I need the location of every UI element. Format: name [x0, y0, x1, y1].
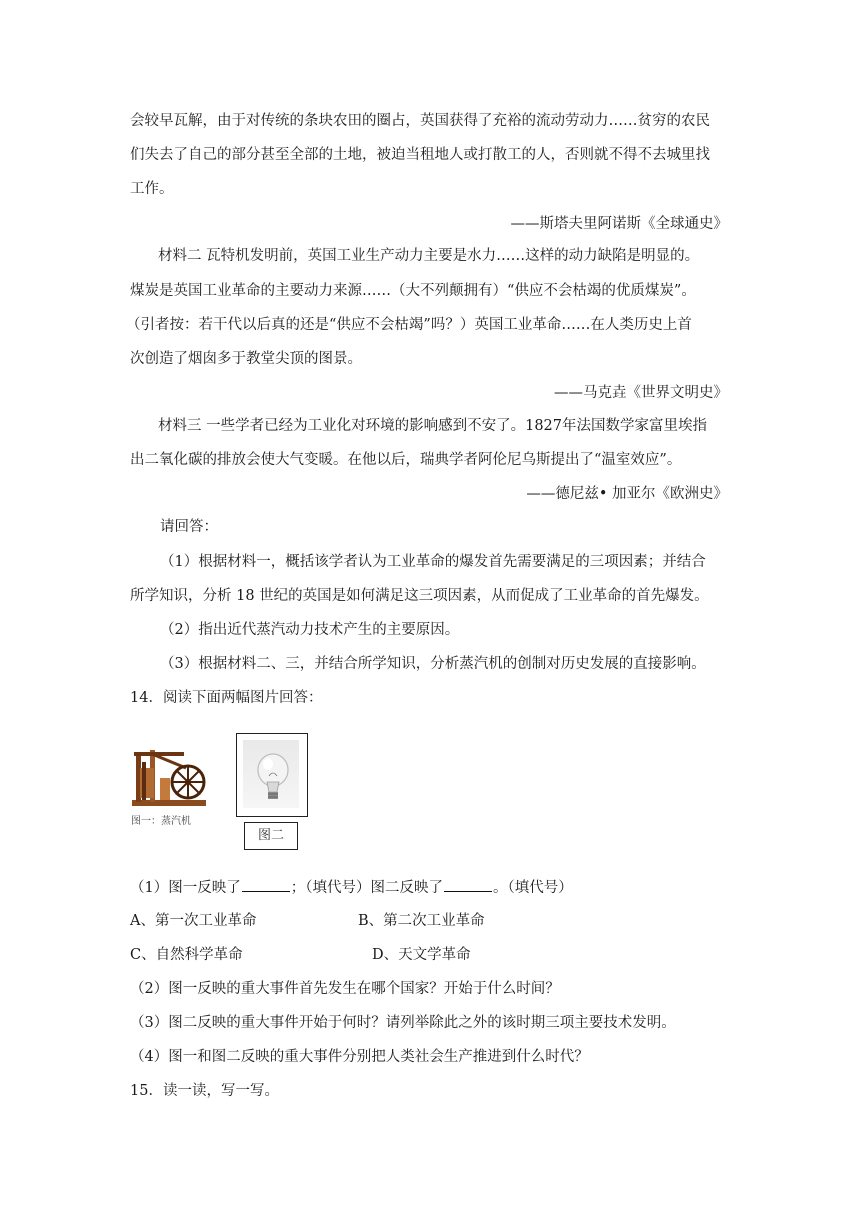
answer-blank[interactable]: [242, 877, 290, 892]
question-line: [130, 877, 573, 898]
q14-part-c: 。（填代号）: [492, 880, 573, 896]
material-two-line: （引者按：若干代以后真的还是“供应不会枯竭”吗？）英国工业革命……在人类历史上首: [126, 317, 692, 333]
question-line: （3）根据材料二、三，并结合所学知识，分析蒸汽机的创制对历史发展的直接影响。: [160, 656, 706, 672]
q14-part-a: （1）图一反映了: [130, 880, 241, 896]
option-a: A、第一次工业革命: [130, 913, 257, 929]
option-d: D、天文学革命: [372, 947, 471, 963]
material-two-line: 材料二 瓦特机发明前，英国工业生产动力主要是水力……这样的动力缺陷是明显的。: [158, 248, 700, 264]
text-line: 会较早瓦解，由于对传统的条块农田的圈占，英国获得了充裕的流动劳动力……贫穷的农民: [130, 113, 710, 129]
text-line: 工作。: [130, 181, 174, 197]
question-line: （2）指出近代蒸汽动力技术产生的主要原因。: [160, 622, 460, 638]
option-c: C、自然科学革命: [130, 947, 243, 963]
light-bulb-frame: [236, 733, 308, 817]
question-line: （2）图一反映的重大事件首先发生在哪个国家？开始于什么时间？: [130, 981, 560, 997]
question-title: 14．阅读下面两幅图片回答：: [130, 690, 323, 706]
light-bulb-icon: [243, 740, 299, 808]
light-bulb-image-area: [243, 740, 299, 808]
material-three-line: 出二氧化碳的排放会使大气变暖。在他以后，瑞典学者阿伦尼乌斯提出了“温室效应”。: [130, 452, 682, 468]
question-line: 所学知识，分析 18 世纪的英国是如何满足这三项因素，从而促成了工业革命的首先爆发。: [130, 588, 709, 604]
answer-blank[interactable]: [444, 877, 492, 892]
source-citation: ——斯塔夫里阿诺斯《全球通史》: [510, 216, 728, 232]
figure-two-caption: 图二: [244, 822, 298, 850]
material-three-line: 材料三 一些学者已经为工业化对环境的影响感到不安了。1827年法国数学家富里埃指: [158, 418, 708, 434]
figure-one-caption: 图一：蒸汽机: [131, 816, 191, 827]
material-two-line: 次创造了烟囱多于教堂尖顶的图景。: [130, 351, 362, 367]
question-line: （1）根据材料一，概括该学者认为工业革命的爆发首先需要满足的三项因素；并结合: [160, 554, 706, 570]
question-line: （3）图二反映的重大事件开始于何时？请列举除此之外的该时期三项主要技术发明。: [130, 1015, 676, 1031]
question-title: 15．读一读，写一写。: [130, 1083, 279, 1099]
source-citation: ——马克垚《世界文明史》: [554, 385, 728, 401]
question-line: （4）图一和图二反映的重大事件分别把人类社会生产推进到什么时代？: [130, 1049, 589, 1065]
source-citation: ——德尼兹• 加亚尔《欧洲史》: [526, 486, 728, 502]
option-b: B、第二次工业革命: [358, 913, 485, 929]
answer-prompt: 请回答：: [160, 519, 218, 535]
material-two-line: 煤炭是英国工业革命的主要动力来源……（大不列颠拥有）“供应不会枯竭的优质煤炭”。: [130, 283, 696, 299]
q14-part-b: ；（填代号）图二反映了: [290, 880, 443, 896]
text-line: 们失去了自己的部分甚至全部的土地，被迫当租地人或打散工的人，否则就不得不去城里找: [130, 147, 710, 163]
